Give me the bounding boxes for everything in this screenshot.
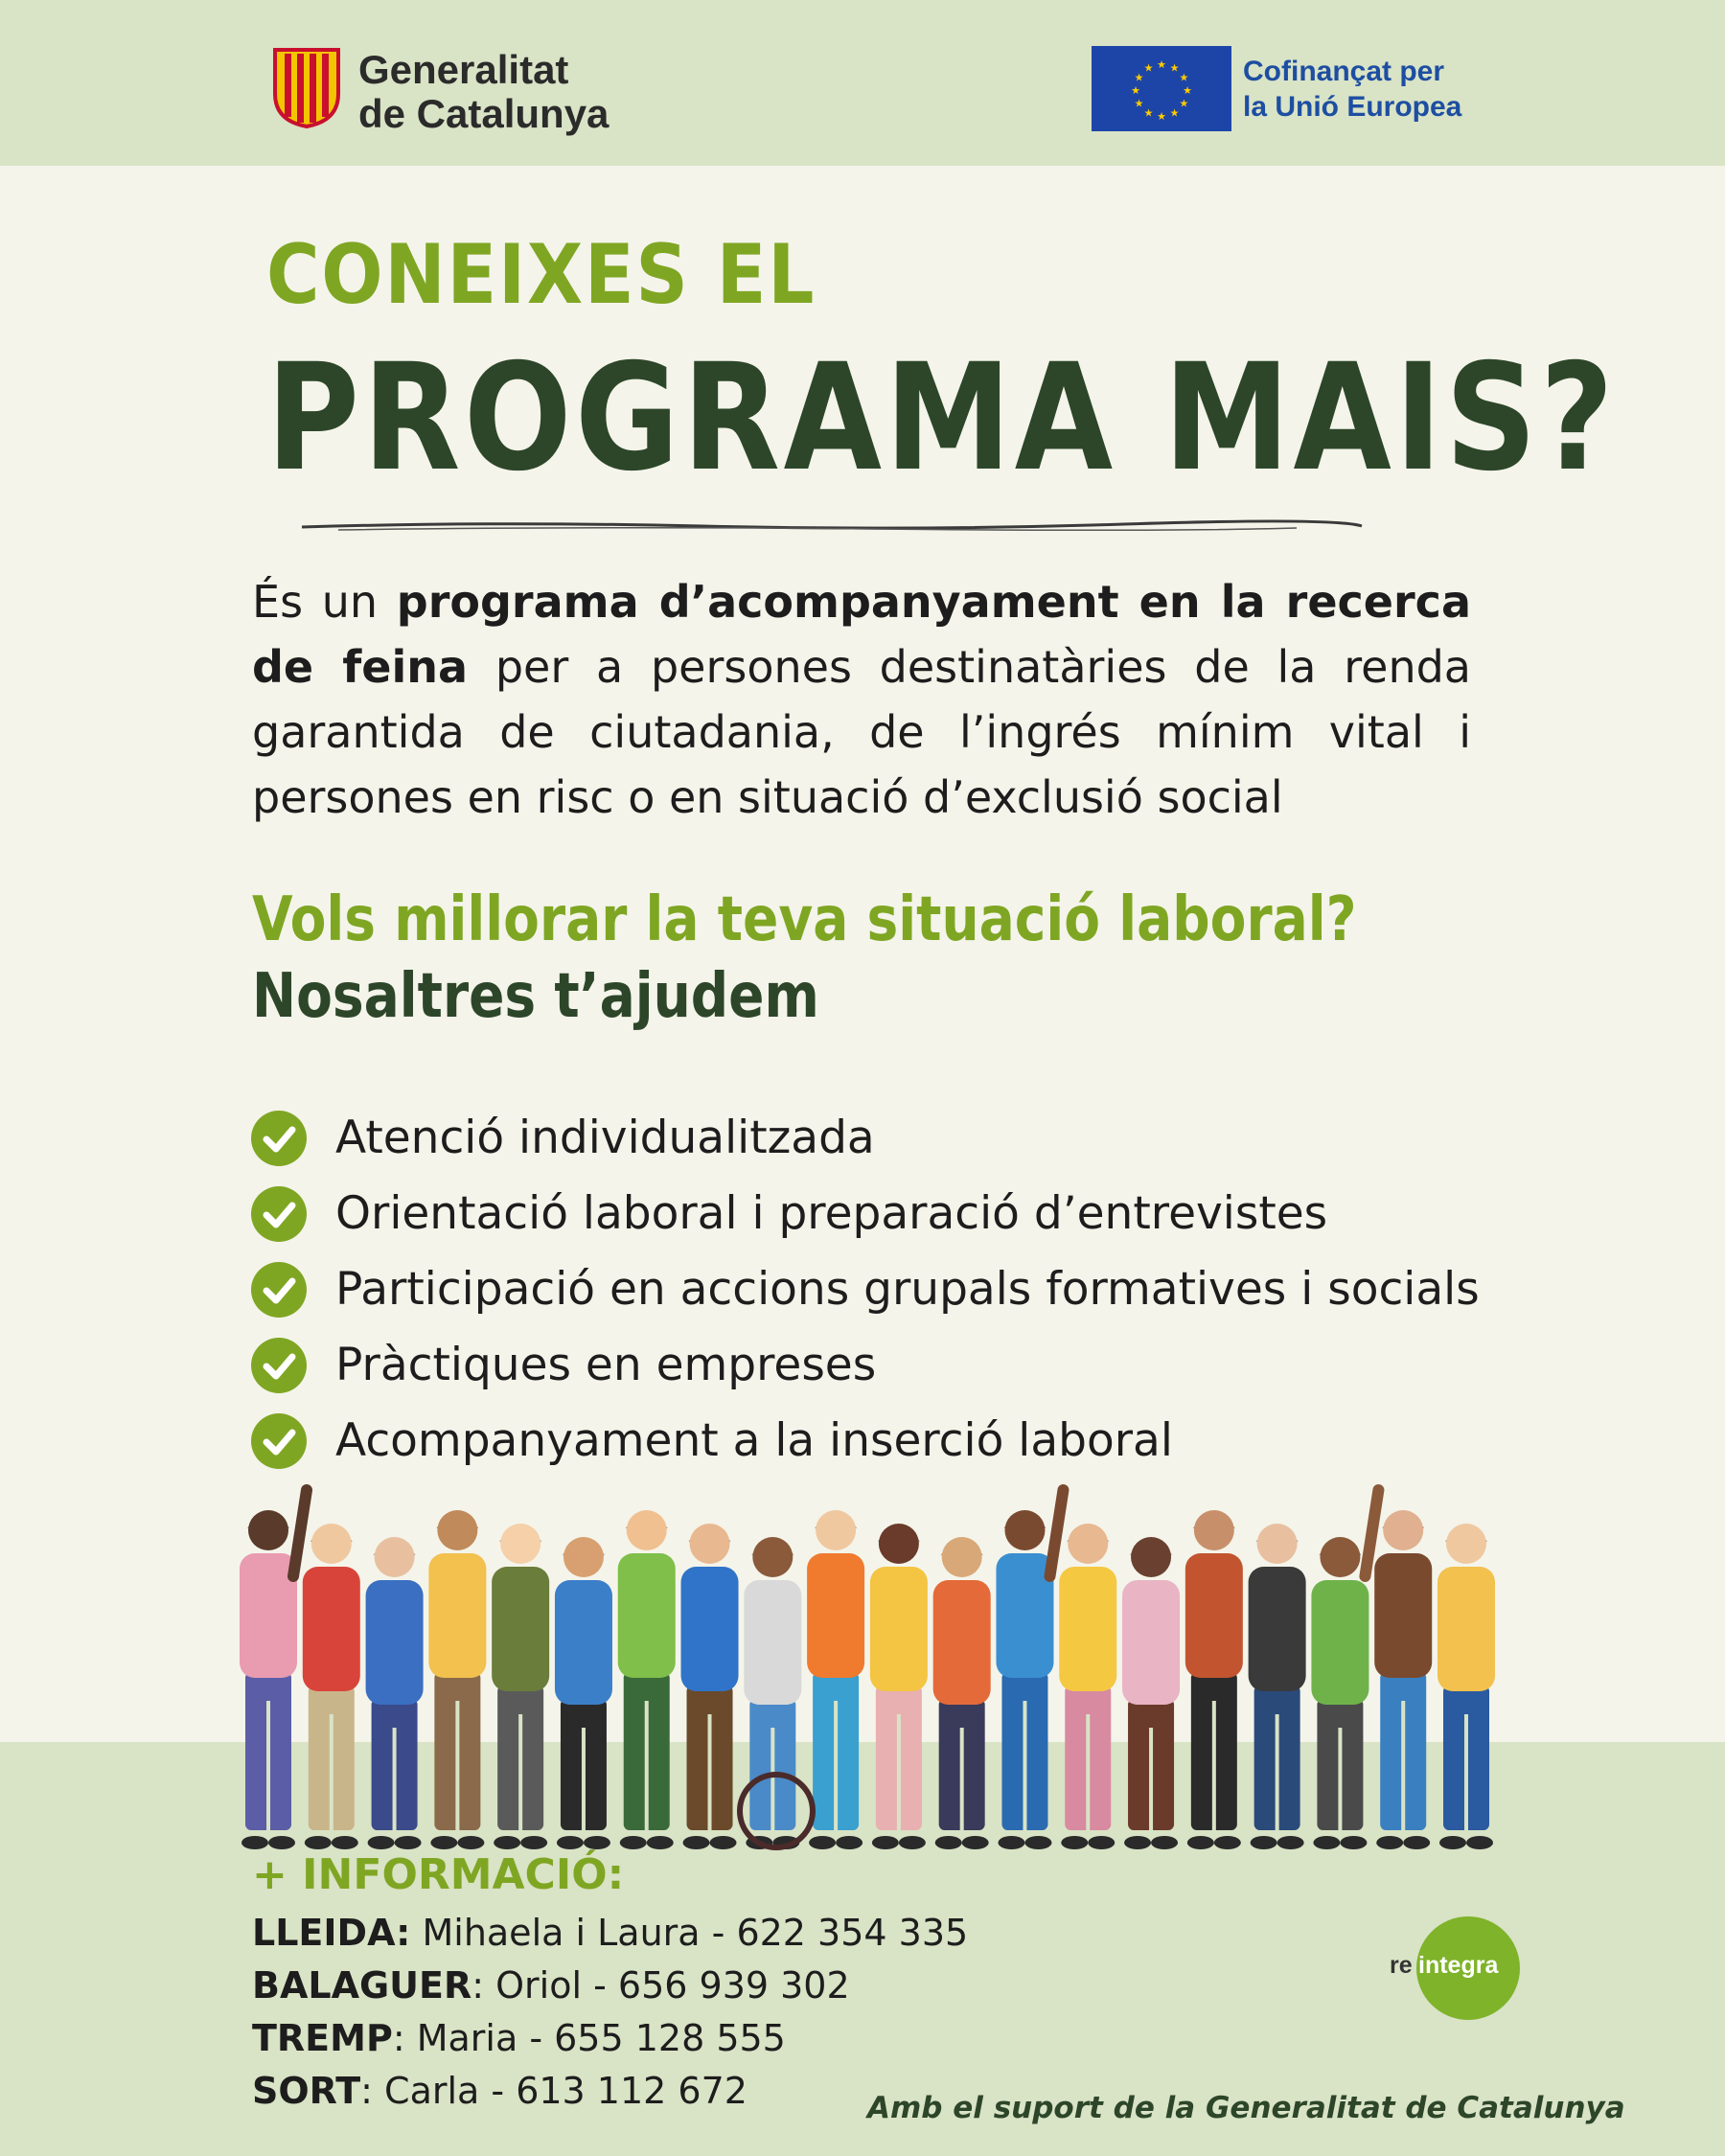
person-figure bbox=[933, 1537, 991, 1849]
intro-paragraph bbox=[252, 569, 1471, 830]
question-line1: Vols millorar la teva situació laboral? bbox=[252, 884, 1357, 955]
person-figure bbox=[366, 1537, 424, 1849]
generalitat-line2: de Catalunya bbox=[358, 91, 610, 136]
question-line2: Nosaltres t’ajudem bbox=[252, 961, 819, 1032]
person-figure bbox=[240, 1510, 297, 1849]
benefit-text: Pràctiques en empreses bbox=[335, 1339, 877, 1391]
people-group-illustration bbox=[220, 1471, 1514, 1859]
contact-detail: Mihaela i Laura - 622 354 335 bbox=[410, 1912, 969, 1954]
benefit-text: Orientació laboral i preparació d’entrevistes bbox=[335, 1187, 1328, 1240]
eu-line1: Cofinançat per bbox=[1243, 56, 1445, 87]
reintegra-re: re bbox=[1390, 1952, 1413, 1979]
list-item bbox=[251, 1327, 1480, 1403]
list-item bbox=[251, 1176, 1480, 1251]
eu-star: ★ bbox=[1143, 61, 1154, 75]
contact-detail: : Carla - 613 112 672 bbox=[360, 2070, 748, 2112]
info-title: + INFORMACIÓ: bbox=[252, 1850, 625, 1899]
list-item bbox=[251, 1100, 1480, 1176]
check-icon bbox=[251, 1186, 307, 1242]
contact-city: SORT bbox=[252, 2070, 361, 2112]
check-icon bbox=[251, 1111, 307, 1166]
person-figure bbox=[1249, 1524, 1306, 1849]
contact-lleida bbox=[252, 1907, 968, 1960]
eu-line2: la Unió Europea bbox=[1243, 91, 1462, 123]
contact-city: TREMP bbox=[252, 2017, 393, 2059]
person-figure bbox=[1311, 1537, 1368, 1849]
raised-arm bbox=[1049, 1490, 1063, 1576]
contact-balaguer bbox=[252, 1960, 968, 2012]
eu-cofinancing-text bbox=[1243, 54, 1461, 125]
header-band bbox=[0, 0, 1725, 166]
eu-star: ★ bbox=[1169, 106, 1180, 120]
benefits-list bbox=[251, 1100, 1480, 1479]
generalitat-name bbox=[358, 48, 609, 136]
brush-underline bbox=[300, 517, 1364, 535]
person-figure bbox=[618, 1510, 676, 1849]
intro-part1: És un bbox=[252, 576, 397, 628]
check-icon bbox=[251, 1413, 307, 1469]
person-figure bbox=[428, 1510, 486, 1849]
eu-star: ★ bbox=[1131, 84, 1140, 97]
contacts-list bbox=[252, 1907, 968, 2118]
intro-part2: per a persones destinatàries de la renda garantida de ciutadania, de l’ingrés mínim vital i persones en risc o en situació d’exclusió social bbox=[252, 641, 1471, 823]
eu-star: ★ bbox=[1183, 84, 1192, 97]
person-figure bbox=[303, 1524, 360, 1849]
person-figure bbox=[1438, 1524, 1495, 1849]
benefit-text: Acompanyament a la inserció laboral bbox=[335, 1414, 1173, 1467]
person-figure bbox=[807, 1510, 864, 1849]
person-figure bbox=[492, 1524, 549, 1849]
person-figure bbox=[1122, 1537, 1180, 1849]
generalitat-line1: Generalitat bbox=[358, 47, 569, 92]
person-figure bbox=[744, 1537, 801, 1849]
contact-detail: : Oriol - 656 939 302 bbox=[472, 1964, 850, 2007]
eu-star: ★ bbox=[1134, 71, 1144, 84]
person-figure bbox=[1185, 1510, 1243, 1849]
eu-star: ★ bbox=[1179, 97, 1189, 110]
contact-city: LLEIDA: bbox=[252, 1912, 411, 1954]
contact-city: BALAGUER bbox=[252, 1964, 472, 2007]
intro-bold: programa d’acompanyament en la recerca de feina bbox=[252, 576, 1471, 693]
person-figure bbox=[1059, 1524, 1116, 1849]
contact-tremp bbox=[252, 2012, 968, 2065]
person-figure bbox=[555, 1537, 612, 1849]
eu-star: ★ bbox=[1157, 58, 1166, 71]
eu-star: ★ bbox=[1179, 71, 1189, 84]
eu-flag-icon bbox=[1092, 46, 1231, 131]
person-figure bbox=[996, 1510, 1053, 1849]
benefit-text: Participació en accions grupals formatives i socials bbox=[335, 1263, 1480, 1316]
eu-star: ★ bbox=[1157, 110, 1166, 123]
person-figure bbox=[1374, 1510, 1432, 1849]
list-item bbox=[251, 1403, 1480, 1479]
list-item bbox=[251, 1251, 1480, 1327]
page-title: PROGRAMA MAIS? bbox=[266, 333, 1618, 504]
person-figure bbox=[870, 1524, 928, 1849]
eu-star: ★ bbox=[1143, 106, 1154, 120]
support-note: Amb el suport de la Generalitat de Catalunya bbox=[867, 2091, 1625, 2125]
reintegra-integra: integra bbox=[1418, 1952, 1499, 1979]
check-icon bbox=[251, 1338, 307, 1393]
benefit-text: Atenció individualitzada bbox=[335, 1112, 875, 1164]
generalitat-logo-icon bbox=[271, 46, 342, 128]
contact-sort bbox=[252, 2065, 968, 2118]
person-figure bbox=[681, 1524, 739, 1849]
check-icon bbox=[251, 1262, 307, 1318]
eu-star: ★ bbox=[1169, 61, 1180, 75]
eu-star: ★ bbox=[1134, 97, 1144, 110]
raised-arm bbox=[293, 1490, 307, 1576]
title-line1: CONEIXES EL bbox=[266, 227, 816, 323]
contact-detail: : Maria - 655 128 555 bbox=[392, 2017, 786, 2059]
